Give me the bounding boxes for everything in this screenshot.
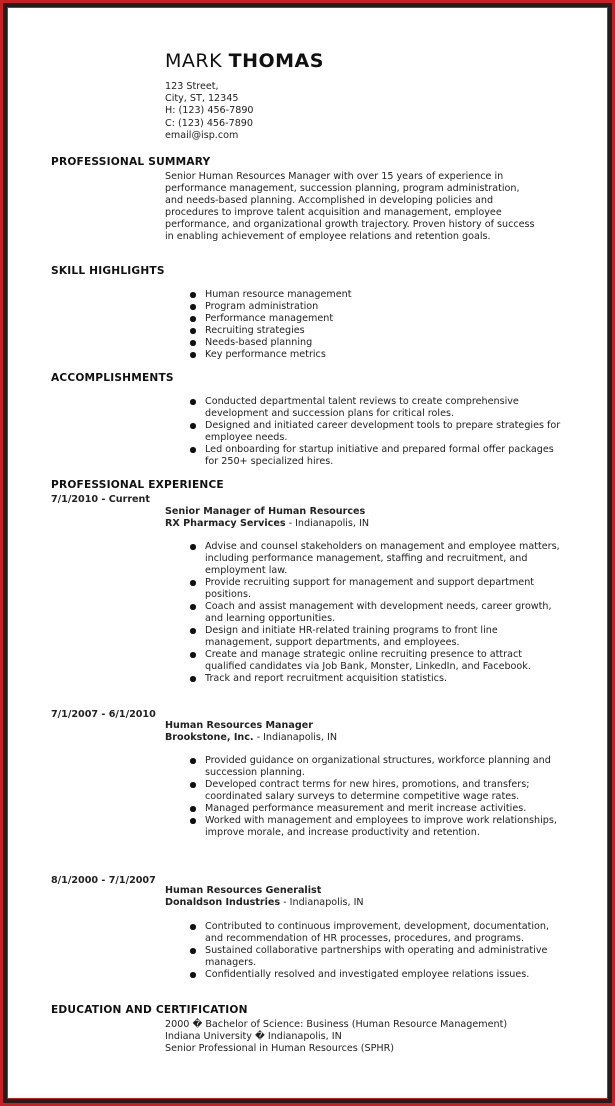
job-duties (205, 921, 565, 981)
job-dates: 7/1/2010 - Current (51, 494, 150, 505)
company-name: RX Pharmacy Services (165, 518, 286, 529)
experience-heading: PROFESSIONAL EXPERIENCE (51, 479, 224, 491)
certification-line: Senior Professional in Human Resources (SPHR) (165, 1043, 395, 1055)
list-item: Performance management (205, 313, 351, 325)
list-item: Recruiting strategies (205, 325, 351, 337)
job-dates: 8/1/2000 - 7/1/2007 (51, 875, 156, 886)
list-item: Provided guidance on organizational structures, workforce planning and succession planning. (205, 755, 565, 779)
list-item: Sustained collaborative partnerships with operating and administrative managers. (205, 945, 565, 969)
list-item: Coach and assist management with development needs, career growth, and learning opportunities. (205, 601, 565, 625)
list-item: Key performance metrics (205, 349, 351, 361)
list-item: Conducted departmental talent reviews to create comprehensive development and succession plans for critical roles. (205, 396, 565, 420)
cell-phone: C: (123) 456-7890 (165, 117, 254, 129)
job-header (165, 720, 337, 744)
job-title: Human Resources Manager (165, 720, 313, 731)
list-item: Provide recruiting support for management and support department positions. (205, 577, 565, 601)
list-item: Create and manage strategic online recruiting presence to attract qualified candidates via Job Bank, Monster, LinkedIn, and Facebook. (205, 649, 565, 673)
list-item: Developed contract terms for new hires, promotions, and transfers; coordinated salary surveys to determine competitive wage rates. (205, 779, 565, 803)
company-name: Donaldson Industries (165, 897, 281, 908)
job-title: Human Resources Generalist (165, 885, 322, 896)
first-name: MARK (165, 50, 223, 72)
list-item: Human resource management (205, 289, 352, 300)
list-item: Managed performance measurement and merit increase activities. (205, 803, 565, 815)
accomplishments-list (205, 396, 565, 468)
list-item: Worked with management and employees to improve work relationships, improve morale, and increase productivity and retention. (205, 815, 565, 839)
candidate-name (165, 50, 324, 72)
job-header (165, 506, 369, 530)
address-line: 123 Street, (165, 81, 219, 92)
list-item: Advise and counsel stakeholders on management and employee matters, including performance management, staffing and recruitment, and employment law. (205, 541, 565, 577)
education-heading: EDUCATION AND CERTIFICATION (51, 1004, 248, 1016)
education-block (165, 1019, 540, 1056)
job-title: Senior Manager of Human Resources (165, 506, 366, 517)
job-location: - Indianapolis, IN (253, 732, 338, 743)
accomplishments-heading: ACCOMPLISHMENTS (51, 372, 174, 384)
home-phone: H: (123) 456-7890 (165, 105, 254, 117)
email: email@isp.com (165, 129, 239, 141)
contact-block (165, 81, 254, 142)
list-item: Led onboarding for startup initiative and prepared formal offer packages for 250+ specialized hires. (205, 444, 565, 468)
job-header (165, 885, 364, 909)
company-name: Brookstone, Inc. (165, 732, 254, 743)
list-item: Track and report recruitment acquisition statistics. (205, 673, 565, 685)
list-item: Designed and initiated career development tools to prepare strategies for employee needs. (205, 420, 565, 444)
job-location: - Indianapolis, IN (285, 518, 370, 529)
city-line: City, ST, 12345 (165, 93, 239, 105)
job-dates: 7/1/2007 - 6/1/2010 (51, 709, 156, 720)
job-duties (205, 541, 565, 685)
school-line: Indiana University � Indianapolis, IN (165, 1031, 342, 1043)
list-item: Confidentially resolved and investigated employee relations issues. (205, 969, 565, 981)
summary-text: Senior Human Resources Manager with over 15 years of experience in performance management, succession planning, program administration, and needs-based planning. Accomplished in developing policies and procedures to improve talent acquisition and management, employee performance, and organizational growth trajectory. Proven history of success in enabling achievement of employee relations and retention goals. (165, 171, 535, 242)
skills-list (205, 289, 351, 361)
list-item: Contributed to continuous improvement, development, documentation, and recommendation of HR processes, procedures, and programs. (205, 921, 565, 945)
job-duties (205, 755, 565, 839)
skills-heading: SKILL HIGHLIGHTS (51, 265, 165, 277)
list-item: Program administration (205, 301, 351, 313)
list-item: Needs-based planning (205, 337, 351, 349)
list-item: Design and initiate HR-related training programs to front line management, support departments, and employees. (205, 625, 565, 649)
degree-line: 2000 � Bachelor of Science: Business (Human Resource Management) (165, 1019, 508, 1030)
summary-heading: PROFESSIONAL SUMMARY (51, 156, 211, 168)
last-name: THOMAS (228, 50, 324, 72)
job-location: - Indianapolis, IN (280, 897, 364, 908)
